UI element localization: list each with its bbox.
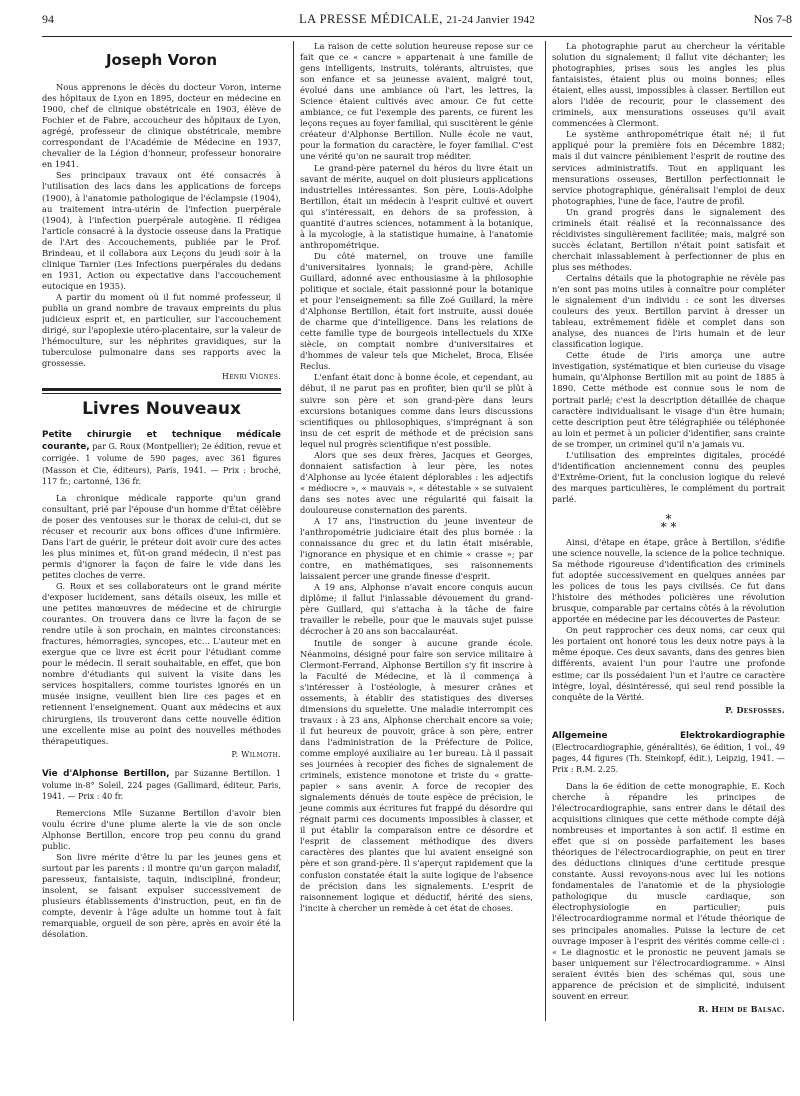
issue-number: Nos 7-8 (753, 12, 792, 26)
book-2-paragraph: L'utilisation des empreintes digitales, procédé d'identification anciennement connu des peuples d'Extrême-Orient, fut la conclusion logique du relevé des marques particulières, le complément du portrait parlé. (552, 449, 785, 504)
book-2-paragraph: Le grand-père paternel du héros du livre était un savant de mérite, auquel on doit plusieurs applications industrielles intéressantes. Son père, Louis-Adolphe Bertillon, était un médecin à l'esprit cultivé et ouvert qui s'intéressait, en dehors de sa profession, à quantité d'autres sciences, notamment à la botanique, à la mycologie, à la statistique humaine, à l'anatomie anthropométrique. (300, 162, 533, 250)
book-2-paragraph: Le système anthropométrique était né; il fut appliqué pour la première fois en Décembre 1882; mais il dut vaincre péniblement l'esprit de routine des services administratifs. Tout en appliquant les mensurations osseuses, Bertillon perfectionnait le service photographique, généralisait l'emploi de deux photographies, l'une de face, l'autre de profil. (552, 129, 785, 206)
book-2-signature: P. Desfosses. (725, 704, 785, 715)
column-1 (42, 41, 281, 1021)
book-2-heading (42, 768, 281, 802)
book-2-paragraph: Certains détails que la photographie ne révèle pas n'en sont pas moins utiles à connaître pour compléter le signalement d'un individu : ce sont les diverses couleurs des yeux. Bertillon parvint à dresser un tableau, extrêmement fidèle et complet dans son analyse, des nuances de l'iris humain et de leur classification logique. (552, 272, 785, 350)
books-section-title: Livres Nouveaux (82, 399, 241, 420)
book-2-paragraph: A 19 ans, Alphonse n'avait encore conquis aucun diplôme; il fallut l'inlassable dévouement du grand-père Guillard, qui s'attacha à la tâche de faire travailler le rebelle, pour que le mauvais sujet puisse décrocher à 20 ans son baccalauréat. (300, 582, 533, 637)
book-2-paragraph: La photographie parut au chercheur la véritable solution du signalement; il fallut vite déchanter; les photographies, prises sous les angles les plus fantaisistes, étaient plus ou moins bonnes; elles étaient, elles aussi, impossibles à classer. Bertillon eut alors l'idée de recourir, pour le classement des criminels, aux mensurations osseuses qu'il avait commencées à Clermont. (552, 41, 785, 129)
obituary-title: Joseph Voron (105, 51, 218, 69)
obituary-paragraph: Ses principaux travaux ont été consacrés à l'utilisation des lacs dans les applications de forceps (1900), à l'anatomie pathologique de l'éclampsie (1904), au traitement intra-utérin de l'infection puerpérale (1904), à l'infection puerpérale autogène. Il rédigea l'article consacré à la dystocie osseuse dans la Pratique de l'Art des Accouchements, publiée par le Prof. Brindeau, et il collabora aux Leçons du jeudi soir à la clinique Tarnier (Les Infections puerpérales du dedans en 1931, Action ou expectative dans l'accouchement eutocique en 1935). (42, 170, 281, 291)
book-1-title: Petite chirurgie et technique médicale courante, (42, 430, 281, 453)
book-2-paragraph: L'enfant était donc à bonne école, et cependant, au début, il ne parut pas en profiter, bien qu'il se plût à suivre son père et son grand-père dans leurs excursions botaniques comme dans leurs discussions scientifiques ou philosophiques, s'imprégnant à son insu de cet esprit de méthode et de précision sans lequel nul progrès scientifique n'est possible. (300, 372, 533, 449)
book-2-paragraph: On peut rapprocher ces deux noms, car ceux qui les portaient ont honoré tous les deux notre pays à la même époque. Ces deux savants, dans des genres bien différents, avaient l'un pour l'autre une profonde estime; car ils possédaient l'un et l'autre ce caractère intègre, loyal, désintéressé, qui seul rend possible la conquête de la Vérité. (552, 625, 785, 702)
section-rule (42, 388, 281, 391)
separator-stars: * * * (660, 511, 677, 534)
book-2-paragraph: Inutile de songer à aucune grande école. Néanmoins, désigné pour faire son service militaire à Clermont-Ferrand, Alphonse Bertillon s'y fit inscrire à la Faculté de Médecine, et là il commença à s'intéresser à l'ostéologie, à mesurer crânes et ossements, à établir des statistiques des diverses dimensions du squelette. Une maladie interrompit ces travaux : à 23 ans, Alphonse cherchait encore sa voie; il fut heureux de pouvoir, grâce à son père, entrer dans l'administration de la Préfecture de Police, comme employé auxiliaire au 1er bureau. Là il passait ses journées à recopier des fiches de signalement de criminels, existence monotone et triste du « gratte-papier » sans avenir. A force de recopier des signalements dénués de toute espèce de précision, le jeune commis aux écritures fut frappé du désordre qui régnait parmi ces documents impossibles à classer, et il put établir la comparaison entre ce désordre et l'esprit de classement méthodique des divers caractères des plantes que lui avaient enseigné son père et son grand-père. Il s'aperçut rapidement que la confusion constatée était la suite logique de l'absence de précision dans les signalements. L'esprit de raisonnement logique et déductif, hérité des siens, l'incite à chercher un remède à cet état de choses. (300, 637, 533, 913)
book-2-paragraph: Remercions Mlle Suzanne Bertillon d'avoir bien voulu écrire d'une plume alerte la vie de son oncle Alphonse Bertillon, encore trop peu connu du grand public. (42, 807, 281, 851)
book-1-paragraph: G. Roux et ses collaborateurs ont le grand mérite d'exposer lucidement, sans détails oiseux, les mille et une petites manœuvres de médecine et de chirurgie courantes. On trouvera dans ce livre la façon de se rendre utile à son prochain, en maintes circonstances: fractures, hémorragies, syncopes, etc... L'auteur met en exergue que ce livre est écrit pour l'étudiant comme pour le médecin. Il serait souhaitable, en effet, que bon nombre d'étudiants qui suivent la visite dans les services hospitaliers, comme touristes ignorés en un musée insigne, veuillent bien lire ces pages et en retiennent l'enseignement. Quant aux médecins et aux chirurgiens, ils trouveront dans cette nouvelle édition une excellente mise au point des nouvelles méthodes thérapeutiques. (42, 580, 281, 746)
book-3-title: Allgemeine Elektrokardiographie (552, 730, 785, 741)
journal-title (42, 14, 792, 26)
book-2-paragraph: Son livre mérite d'être lu par les jeunes gens et surtout par les parents : il montre qu'un garçon maladif, paresseux, fantaisiste, taquin, indiscipliné, frondeur, insolent, se faisant expulser successivement de plusieurs établissements d'instruction, peut, en fin de compte, devenir à l'âge adulte un homme tout à fait remarquable, orgueil de son père, après en avoir été la désolation. (42, 852, 281, 940)
book-2-paragraph: Un grand progrès dans le signalement des criminels était réalisé et la reconnaissance des récidivistes singulièrement facilitée; mais, malgré son succès éclatant, Bertillon n'était point satisfait et cherchait inlassablement à perfectionner de plus en plus ses méthodes. (552, 206, 785, 272)
newspaper-page (0, 14, 800, 1096)
book-2-title: Vie d'Alphonse Bertillon, (42, 768, 170, 779)
running-head (42, 14, 792, 36)
section-rule-thin (42, 393, 281, 394)
obituary-paragraph: Nous apprenons le décès du docteur Voron, interne des hôpitaux de Lyon en 1895, docteur en médecine en 1900, chef de clinique obstétricale en 1903, élève de Fochier et de Fabre, accoucheur des hôpitaux de Lyon, agrégé, professeur de clinique obstétricale, membre correspondant de l'Académie de Médecine en 1937, chevalier de la Légion d'honneur, professeur honoraire en 1941. (42, 82, 281, 170)
header-rule (42, 36, 792, 37)
issue-date: 21-24 Janvier 1942 (446, 14, 536, 26)
book-2-details: par Suzanne Bertillon. 1 volume in-8° Soleil, 224 pages (Gallimard, éditeur, Paris, 1941. — Prix : 40 fr. (42, 768, 281, 801)
book-2-paragraph: La raison de cette solution heureuse repose sur ce fait que ce « cancre » appartenait à une famille de gens intelligents, instruits, tolérants, altruistes, que son enfance et sa jeunesse avaient, malgré tout, évolué dans une ambiance où l'art, les lettres, la Science étaient cultivés avec amour. Ce fut cette ambiance, ce fut l'exemple des parents, ce furent les leçons reçues au foyer familial, qui suscitèrent le génie créateur d'Alphonse Bertillon. Nulle école ne vaut, pour la formation du caractère, le foyer familial. C'est une vérité qu'on ne saurait trop méditer. (300, 41, 533, 162)
columns (42, 41, 792, 1021)
journal-name: LA PRESSE MÉDICALE, (298, 12, 443, 26)
book-1-signature: P. Wilmoth. (231, 749, 281, 759)
book-2-paragraph: Ainsi, d'étape en étape, grâce à Bertillon, s'édifie une science nouvelle, la science de la police technique. Sa méthode rigoureuse d'identification des criminels fut adoptée successivement en quelques années par les polices de tous les pays civilisés. Ce fut dans l'histoire des méthodes policières une révolution brusque, comparable par certains côtés à la révolution apportée en médecine par les découvertes de Pasteur. (552, 536, 785, 625)
book-2-paragraph: A 17 ans, l'instruction du jeune inventeur de l'anthropométrie judiciaire était des plus bornée : la connaissance du grec et du latin était misérable, l'ignorance en physique et en chimie « crasse »; par contre, en mathématiques, ses raisonnements laissaient percer une grande finesse d'esprit. (300, 516, 533, 582)
book-3-paragraph: Dans la 6e édition de cette monographie, E. Koch cherche à répandre les principes de l'électrocardiographie, sans entrer dans le détail des acquisitions cliniques que cette méthode compte déjà nombreuses et importantes à son actif. Il estime en effet que si on possède parfaitement les bases théoriques de l'électrocardiographie, on peut en tirer des déductions cliniques d'une certitude presque constante. Aussi revoyons-nous avec lui les notions fondamentales de l'anatomie et de la physiologie pathologique du muscle cardiaque, son électrophysiologie en particulier; puis l'électrocardiogramme normal et l'étude théorique de ses principales anomalies. Puisse la lecture de cet ouvrage imposer à l'esprit des vérités comme celle-ci : « Le diagnostic et le pronostic ne peuvent jamais se baser uniquement sur l'électrocardiogramme. » Ainsi seraient évités bien des schémas qui, sous une apparence de précision et de simplicité, induisent souvent en erreur. (552, 780, 785, 1001)
page-number: 94 (42, 12, 54, 26)
obituary-signature: Henri Vignes. (221, 372, 281, 382)
book-2-paragraph: Alors que ses deux frères, Jacques et Georges, donnaient satisfaction à leur père, les notes d'Alphonse au lycée étaient déplorables : les adjectifs « médiocre », « mauvais », « détestable » se suivaient dans ses notes avec une régularité qui faisait la douloureuse consternation des parents. (300, 449, 533, 515)
book-3-heading (552, 730, 785, 775)
book-3-signature: R. Heim de Balsac. (698, 1003, 785, 1014)
book-1-heading (42, 429, 281, 486)
book-2-paragraph: Cette étude de l'iris amorça une autre investigation, systématique et bien curieuse du visage humain, qu'Alphonse Bertillon mit au point de 1885 à 1890. Cette méthode est connue sous le nom de portrait parlé; c'est la description détaillée de chaque caractère individualisant le visage d'un être humain; cette description peut être télégraphiée ou téléphonée au loin et permet à un policier d'identifier, sans crainte de se tromper, un criminel qu'il n'a jamais vu. (552, 350, 785, 449)
book-2-paragraph: Du côté maternel, on trouve une famille d'universitaires lyonnais; le grand-père, Achille Guillard, adonné avec enthousiasme à la philosophie politique et sociale, était passionné pour la botanique et pour l'enseignement: sa fille Zoé Guillard, la mère d'Alphonse Bertillon, était fort instruite, aussi douée de charme que d'intelligence. Dans les relations de cette famille type de bourgeois intellectuels du XIXe siècle, on comptait nombre d'universitaires et d'hommes de valeur tels que Michelet, Broca, Elisée Reclus. (300, 250, 533, 372)
obituary-paragraph: A partir du moment où il fut nommé professeur, il publia un grand nombre de travaux empreints du plus judicieux esprit et, en particulier, sur l'accouchement dirigé, sur l'apoplexie utéro-placentaire, sur la valeur de l'hémoculture, sur les néphrites gravidiques, sur la tuberculose pulmonaire dans ses rapports avec la grossesse. (42, 291, 281, 369)
book-1-details: par G. Roux (Montpellier); 2e édition, revue et corrigée. 1 volume de 590 pages, avec 361 figures (Masson et Cie, éditeurs), Paris, 1941. — Prix : broché, 117 fr.; cartonné, 136 fr. (42, 442, 281, 486)
column-2 (293, 41, 533, 1021)
book-1-paragraph: La chronique médicale rapporte qu'un grand consultant, prié par l'épouse d'un homme d'État célèbre de poser des ventouses sur le thorax de celui-ci, dut se récuser et recourir aux bons offices d'une infirmière. Dans l'art de guérir, le préteur doit avoir cure des actes les plus minimes et, fût-on grand médecin, il n'est pas permis d'ignorer la façon de faire le vide dans les petites cloches de verre. (42, 492, 281, 580)
column-3 (545, 41, 785, 1021)
book-3-details: (Electrocardiographie, généralités), 6e édition, 1 vol., 49 pages, 44 figures (Th. Steinkopf, édit.), Leipzig, 1941. — Prix : R.M. 2.25. (552, 742, 785, 774)
